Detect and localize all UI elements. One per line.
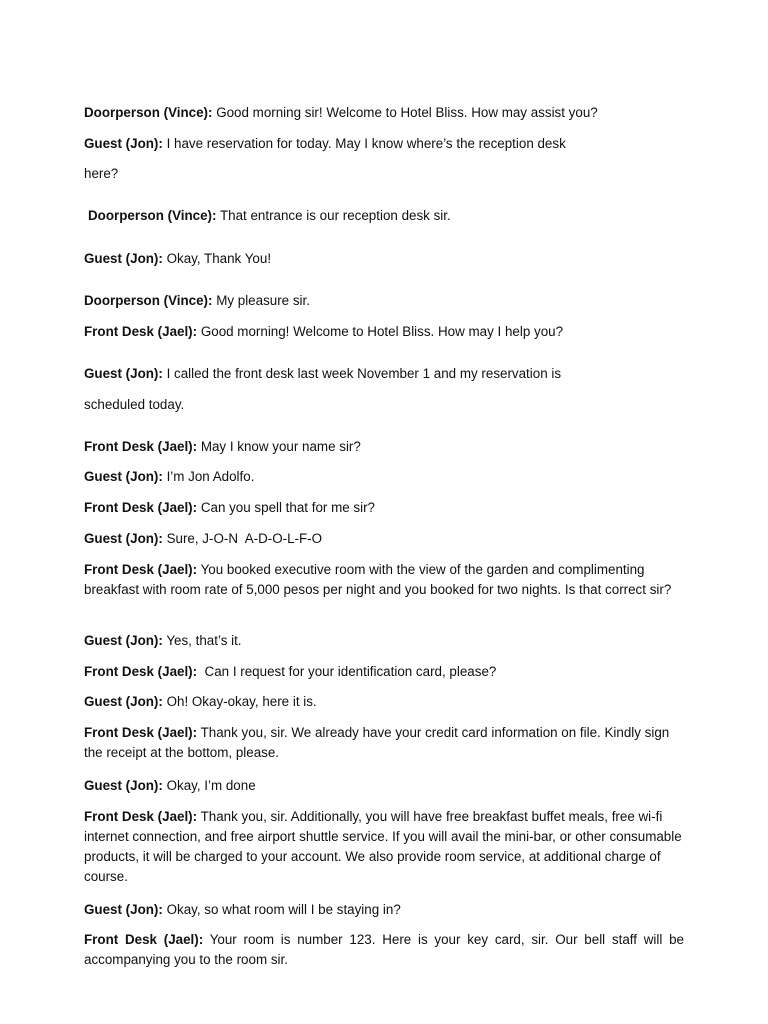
speaker-label: Guest (Jon): (84, 251, 163, 266)
dialogue-text: My pleasure sir. (212, 293, 310, 308)
speaker-label: Doorperson (Vince): (84, 105, 213, 120)
dialogue-line (84, 692, 684, 712)
dialogue-text: Thank you, sir. Additionally, you will have free breakfast buffet meals, free wi-fi internet connection, and free airport shuttle service. If you will avail the mini-bar, or other consumable products, it will be charged to your account. We also provide room service, at additional charge of course. (84, 809, 682, 884)
dialogue-line (88, 206, 688, 226)
dialogue-text: Yes, that’s it. (162, 633, 242, 648)
dialogue-text: You booked executive room with the view of the garden and complimenting breakfast with room rate of 5,000 pesos per night and you booked for two nights. Is that correct sir? (84, 562, 672, 597)
speaker-label: Front Desk (Jael): (84, 439, 198, 454)
speaker-label: Front Desk (Jael): (84, 500, 198, 515)
dialogue-text: May I know your name sir? (197, 439, 361, 454)
dialogue-line (84, 900, 684, 920)
dialogue-line (84, 164, 684, 184)
dialogue-text: Thank you, sir. We already have your credit card information on file. Kindly sign the receipt at the bottom, please. (84, 725, 670, 760)
speaker-label: Guest (Jon): (84, 902, 163, 917)
dialogue-line (84, 467, 684, 487)
dialogue-text: I called the front desk last week November 1 and my reservation is (162, 366, 562, 381)
dialogue-text: Sure, J-O-N A-D-O-L-F-O (162, 531, 323, 546)
dialogue-line (84, 930, 684, 970)
speaker-label: Front Desk (Jael): (84, 725, 198, 740)
speaker-label: Front Desk (Jael): (84, 809, 198, 824)
dialogue-text: Can I request for your identification card, please? (197, 664, 497, 679)
speaker-label: Doorperson (Vince): (84, 293, 213, 308)
speaker-label: Guest (Jon): (84, 633, 163, 648)
dialogue-line (84, 529, 684, 549)
dialogue-line (84, 723, 684, 763)
speaker-label: Guest (Jon): (84, 469, 163, 484)
speaker-label: Guest (Jon): (84, 778, 163, 793)
speaker-label: Front Desk (Jael): (84, 932, 204, 947)
dialogue-line (84, 395, 684, 415)
dialogue-text: Good morning sir! Welcome to Hotel Bliss. How may assist you? (212, 105, 598, 120)
speaker-label: Guest (Jon): (84, 366, 163, 381)
dialogue-text: I have reservation for today. May I know where’s the reception desk (162, 136, 566, 151)
dialogue-line (84, 249, 684, 269)
dialogue-line (84, 662, 684, 682)
speaker-label: Front Desk (Jael): (84, 324, 198, 339)
dialogue-text: scheduled today. (84, 397, 185, 412)
speaker-label: Guest (Jon): (84, 694, 163, 709)
speaker-label: Front Desk (Jael): (84, 664, 198, 679)
dialogue-line (84, 498, 684, 518)
speaker-label: Guest (Jon): (84, 531, 163, 546)
dialogue-text: Okay, so what room will I be staying in? (162, 902, 401, 917)
dialogue-line (84, 291, 684, 311)
dialogue-line (84, 322, 684, 342)
dialogue-line (84, 631, 684, 651)
dialogue-line (84, 560, 684, 600)
dialogue-text: I’m Jon Adolfo. (162, 469, 255, 484)
dialogue-text: Okay, Thank You! (162, 251, 272, 266)
dialogue-text: Okay, I’m done (162, 778, 256, 793)
dialogue-line (84, 437, 684, 457)
speaker-label: Front Desk (Jael): (84, 562, 198, 577)
dialogue-line (84, 134, 684, 154)
dialogue-text: Good morning! Welcome to Hotel Bliss. How may I help you? (197, 324, 564, 339)
dialogue-text: Oh! Okay-okay, here it is. (162, 694, 317, 709)
dialogue-line (84, 776, 684, 796)
speaker-label: Doorperson (Vince): (88, 208, 217, 223)
dialogue-text: Your room is number 123. Here is your key card, sir. Our bell staff will be accompanying you to the room sir. (84, 932, 684, 967)
dialogue-text: here? (84, 166, 119, 181)
dialogue-text: That entrance is our reception desk sir. (216, 208, 451, 223)
speaker-label: Guest (Jon): (84, 136, 163, 151)
dialogue-line (84, 364, 684, 384)
dialogue-line (84, 103, 684, 123)
dialogue-line (84, 807, 684, 887)
dialogue-text: Can you spell that for me sir? (197, 500, 375, 515)
